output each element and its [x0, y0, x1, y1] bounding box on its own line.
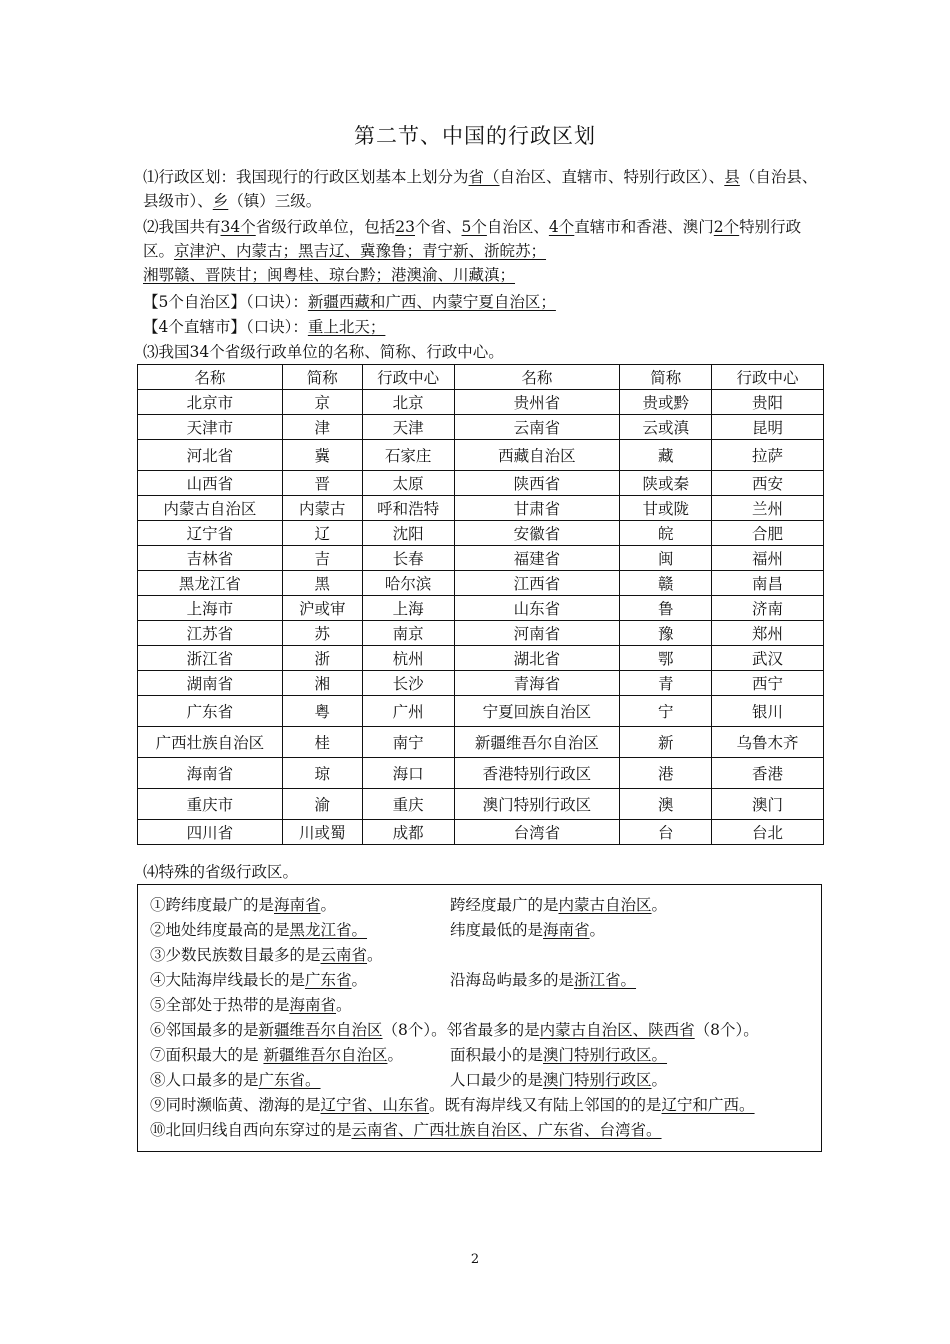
table-cell: 内蒙古	[282, 496, 362, 521]
table-cell: 武汉	[712, 646, 824, 671]
paragraph-provincial-units: ⑵我国共有34个省级行政单位，包括23个省、5个自治区、4个直辖市和香港、澳门2个特别行政区。京津沪、内蒙古；黑吉辽、冀豫鲁；青宁新、浙皖苏； 湘鄂赣、晋陕甘；闽粤桂、琼台黔；港澳渝、川藏滇；	[143, 218, 802, 284]
table-cell: 云南省	[454, 415, 620, 440]
table-cell: 琼	[282, 758, 362, 789]
table-cell: 石家庄	[362, 440, 454, 471]
table-row	[138, 440, 824, 471]
mnemonic-autonomous-regions: 【5个自治区】（口诀）：新疆西藏和广西、内蒙宁夏自治区；	[143, 293, 556, 311]
table-cell: 银川	[712, 696, 824, 727]
special-units-caption: ⑷特殊的省级行政区。	[143, 863, 299, 881]
fact-line: ⑦面积最大的是 新疆维吾尔自治区。 面积最小的是澳门特别行政区。	[150, 1046, 668, 1064]
table-header-row	[138, 365, 824, 390]
paragraph-admin-division: ⑴行政区划：我国现行的行政区划基本上划分为省（自治区、直辖市、特别行政区）、县（自治县、县级市）、乡（镇）三级。	[143, 168, 818, 210]
table-cell: 天津市	[138, 415, 283, 440]
table-cell: 新疆维吾尔自治区	[454, 727, 620, 758]
header-cell: 简称	[282, 365, 362, 390]
table-cell: 台	[620, 820, 712, 845]
table-cell: 河北省	[138, 440, 283, 471]
table-cell: 福州	[712, 546, 824, 571]
table-cell: 甘或陇	[620, 496, 712, 521]
table-cell: 北京	[362, 390, 454, 415]
table-cell: 贵阳	[712, 390, 824, 415]
table-row	[138, 571, 824, 596]
fact-line: ⑤全部处于热带的是海南省。	[150, 996, 352, 1014]
table-cell: 长春	[362, 546, 454, 571]
table-cell: 黑龙江省	[138, 571, 283, 596]
table-cell: 贵州省	[454, 390, 620, 415]
fact-line: ⑩北回归线自西向东穿过的是云南省、广西壮族自治区、广东省、台湾省。	[150, 1121, 662, 1139]
table-cell: 云或滇	[620, 415, 712, 440]
table-cell: 贵或黔	[620, 390, 712, 415]
table-row	[138, 820, 824, 845]
table-row	[138, 415, 824, 440]
fact-line: ⑥邻国最多的是新疆维吾尔自治区（8个）。邻省最多的是内蒙古自治区、陕西省（8个）。	[150, 1021, 759, 1039]
table-cell: 香港特别行政区	[454, 758, 620, 789]
table-cell: 西宁	[712, 671, 824, 696]
table-cell: 京	[282, 390, 362, 415]
table-cell: 皖	[620, 521, 712, 546]
table-cell: 苏	[282, 621, 362, 646]
table-cell: 昆明	[712, 415, 824, 440]
table-cell: 港	[620, 758, 712, 789]
table-cell: 广东省	[138, 696, 283, 727]
table-cell: 鲁	[620, 596, 712, 621]
table-cell: 湘	[282, 671, 362, 696]
table-row	[138, 696, 824, 727]
table-cell: 豫	[620, 621, 712, 646]
table-cell: 沪或审	[282, 596, 362, 621]
table-row	[138, 471, 824, 496]
table-cell: 福建省	[454, 546, 620, 571]
table-cell: 成都	[362, 820, 454, 845]
table-cell: 陕西省	[454, 471, 620, 496]
header-cell: 简称	[620, 365, 712, 390]
table-row	[138, 727, 824, 758]
table-caption: ⑶我国34个省级行政单位的名称、简称、行政中心。	[143, 343, 504, 361]
table-cell: 鄂	[620, 646, 712, 671]
table-cell: 山西省	[138, 471, 283, 496]
table-cell: 黑	[282, 571, 362, 596]
table-cell: 冀	[282, 440, 362, 471]
table-cell: 台湾省	[454, 820, 620, 845]
table-cell: 吉	[282, 546, 362, 571]
table-cell: 香港	[712, 758, 824, 789]
table-cell: 河南省	[454, 621, 620, 646]
table-cell: 青海省	[454, 671, 620, 696]
table-cell: 浙	[282, 646, 362, 671]
header-cell: 名称	[454, 365, 620, 390]
table-cell: 江西省	[454, 571, 620, 596]
mnemonic-municipalities: 【4个直辖市】（口诀）：重上北天；	[143, 318, 386, 336]
table-cell: 澳	[620, 789, 712, 820]
table-row	[138, 596, 824, 621]
table-cell: 太原	[362, 471, 454, 496]
table-cell: 济南	[712, 596, 824, 621]
table-cell: 杭州	[362, 646, 454, 671]
table-cell: 乌鲁木齐	[712, 727, 824, 758]
table-cell: 海南省	[138, 758, 283, 789]
table-cell: 南昌	[712, 571, 824, 596]
table-cell: 广西壮族自治区	[138, 727, 283, 758]
table-cell: 兰州	[712, 496, 824, 521]
table-row	[138, 621, 824, 646]
table-cell: 南京	[362, 621, 454, 646]
table-cell: 长沙	[362, 671, 454, 696]
table-cell: 辽宁省	[138, 521, 283, 546]
table-cell: 桂	[282, 727, 362, 758]
table-cell: 呼和浩特	[362, 496, 454, 521]
table-cell: 重庆	[362, 789, 454, 820]
table-row	[138, 758, 824, 789]
table-cell: 拉萨	[712, 440, 824, 471]
page-title: 第二节、中国的行政区划	[354, 124, 596, 148]
table-row	[138, 546, 824, 571]
page-number: 2	[470, 1252, 480, 1267]
table-row	[138, 789, 824, 820]
table-cell: 广州	[362, 696, 454, 727]
table-cell: 辽	[282, 521, 362, 546]
table-cell: 湖北省	[454, 646, 620, 671]
table-cell: 吉林省	[138, 546, 283, 571]
table-cell: 闽	[620, 546, 712, 571]
table-cell: 宁夏回族自治区	[454, 696, 620, 727]
table-cell: 晋	[282, 471, 362, 496]
table-cell: 上海市	[138, 596, 283, 621]
table-cell: 四川省	[138, 820, 283, 845]
fact-line: ⑧人口最多的是广东省。 人口最少的是澳门特别行政区。	[150, 1071, 668, 1089]
table-row	[138, 390, 824, 415]
fact-line: ③少数民族数目最多的是云南省。	[150, 946, 383, 964]
table-cell: 江苏省	[138, 621, 283, 646]
fact-line: ②地处纬度最高的是黑龙江省。 纬度最低的是海南省。	[150, 921, 606, 939]
table-cell: 南宁	[362, 727, 454, 758]
table-cell: 重庆市	[138, 789, 283, 820]
table-cell: 新	[620, 727, 712, 758]
header-cell: 行政中心	[712, 365, 824, 390]
table-row	[138, 521, 824, 546]
province-table	[137, 364, 824, 845]
table-cell: 湖南省	[138, 671, 283, 696]
table-cell: 台北	[712, 820, 824, 845]
table-cell: 赣	[620, 571, 712, 596]
table-cell: 海口	[362, 758, 454, 789]
table-cell: 渝	[282, 789, 362, 820]
table-cell: 西安	[712, 471, 824, 496]
header-cell: 行政中心	[362, 365, 454, 390]
fact-line: ⑨同时濒临黄、渤海的是辽宁省、山东省。既有海岸线又有陆上邻国的的是辽宁和广西。	[150, 1096, 755, 1114]
table-cell: 沈阳	[362, 521, 454, 546]
table-cell: 内蒙古自治区	[138, 496, 283, 521]
table-row	[138, 646, 824, 671]
table-cell: 合肥	[712, 521, 824, 546]
table-cell: 浙江省	[138, 646, 283, 671]
table-cell: 甘肃省	[454, 496, 620, 521]
table-row	[138, 671, 824, 696]
table-cell: 西藏自治区	[454, 440, 620, 471]
table-cell: 陕或秦	[620, 471, 712, 496]
table-cell: 哈尔滨	[362, 571, 454, 596]
table-cell: 青	[620, 671, 712, 696]
table-cell: 上海	[362, 596, 454, 621]
table-cell: 澳门特别行政区	[454, 789, 620, 820]
table-row	[138, 496, 824, 521]
fact-line: ④大陆海岸线最长的是广东省。 沿海岛屿最多的是浙江省。	[150, 971, 637, 989]
special-provinces-box	[137, 884, 822, 1152]
table-cell: 安徽省	[454, 521, 620, 546]
table-cell: 天津	[362, 415, 454, 440]
table-cell: 山东省	[454, 596, 620, 621]
table-cell: 宁	[620, 696, 712, 727]
table-cell: 澳门	[712, 789, 824, 820]
table-cell: 郑州	[712, 621, 824, 646]
table-cell: 藏	[620, 440, 712, 471]
table-cell: 川或蜀	[282, 820, 362, 845]
table-cell: 北京市	[138, 390, 283, 415]
table-cell: 粤	[282, 696, 362, 727]
header-cell: 名称	[138, 365, 283, 390]
table-cell: 津	[282, 415, 362, 440]
fact-line: ①跨纬度最广的是海南省。 跨经度最广的是内蒙古自治区。	[150, 896, 668, 914]
